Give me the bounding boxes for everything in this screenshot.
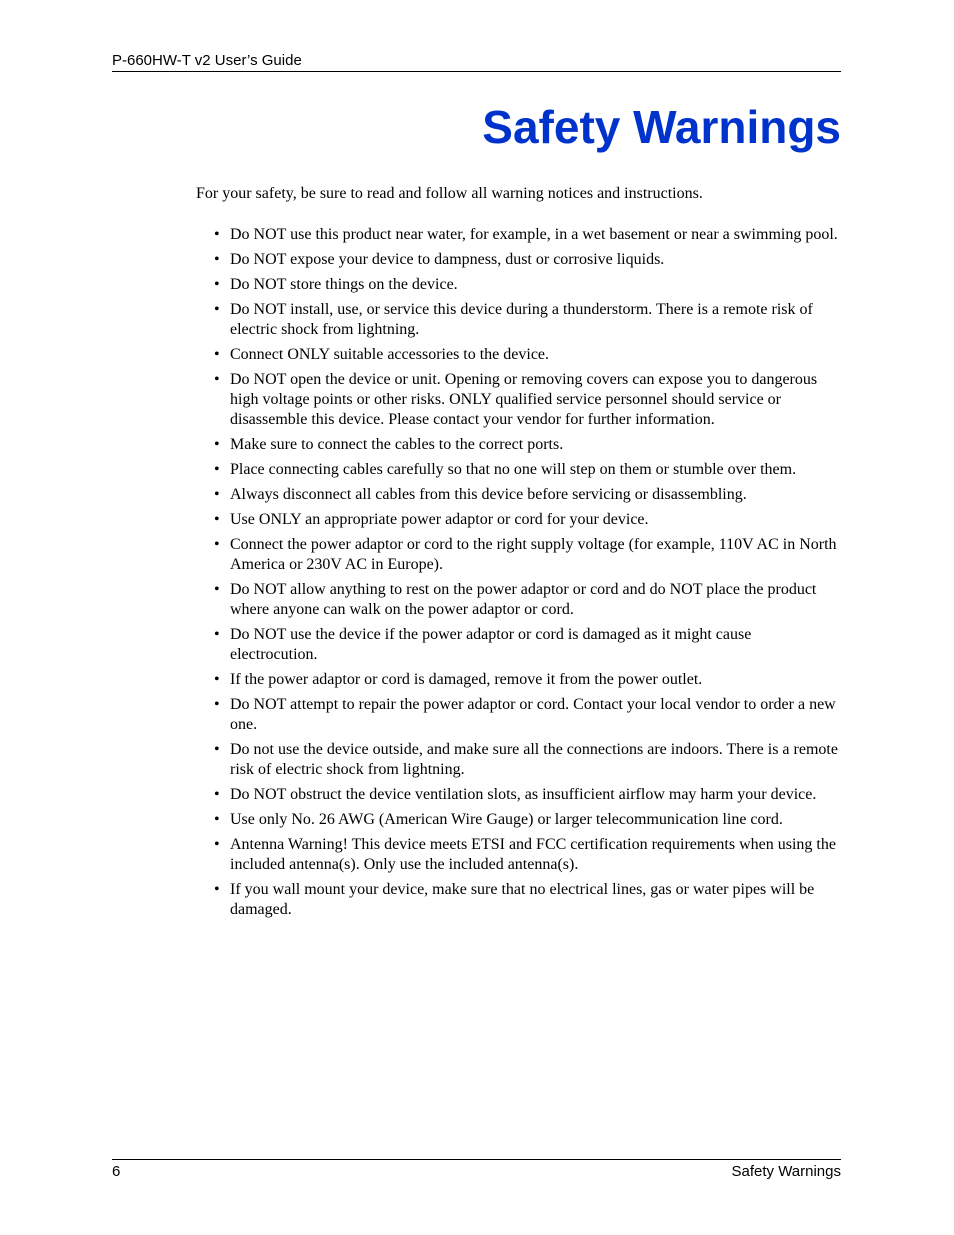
- page-title: Safety Warnings: [482, 101, 841, 153]
- page-number: 6: [112, 1163, 121, 1180]
- bullet-icon: •: [214, 486, 220, 503]
- guide-title: P-660HW-T v2 User’s Guide: [112, 52, 302, 69]
- bullet-icon: •: [214, 276, 220, 293]
- list-item: [214, 625, 841, 665]
- warning-text: If you wall mount your device, make sure that no electrical lines, gas or water pipes will be damaged.: [230, 881, 815, 918]
- bullet-icon: •: [214, 696, 220, 713]
- warning-text: Do NOT expose your device to dampness, dust or corrosive liquids.: [230, 251, 665, 268]
- running-footer: [112, 1159, 841, 1182]
- warning-text: Connect ONLY suitable accessories to the device.: [230, 346, 550, 363]
- list-item: [214, 275, 841, 295]
- bullet-icon: •: [214, 251, 220, 268]
- bullet-icon: •: [214, 536, 220, 553]
- warning-text: Do not use the device outside, and make sure all the connections are indoors. There is a remote risk of electric shock from lightning.: [230, 741, 838, 778]
- list-item: [214, 670, 841, 690]
- bullet-icon: •: [214, 461, 220, 478]
- list-item: [214, 460, 841, 480]
- list-item: [214, 810, 841, 830]
- warning-text: Connect the power adaptor or cord to the right supply voltage (for example, 110V AC in North America or 230V AC in Europe).: [230, 536, 837, 573]
- list-item: [214, 835, 841, 875]
- bullet-icon: •: [214, 301, 220, 318]
- list-item: [214, 300, 841, 340]
- list-item: [214, 880, 841, 920]
- list-item: [214, 345, 841, 365]
- bullet-icon: •: [214, 226, 220, 243]
- list-item: [214, 695, 841, 735]
- list-item: [214, 225, 841, 245]
- list-item: [214, 485, 841, 505]
- warning-text: Antenna Warning! This device meets ETSI and FCC certification requirements when using the included antenna(s). Only use the included antenna(s).: [230, 836, 836, 873]
- warning-text: If the power adaptor or cord is damaged, remove it from the power outlet.: [230, 671, 703, 688]
- bullet-icon: •: [214, 786, 220, 803]
- list-item: [214, 250, 841, 270]
- bullet-icon: •: [214, 881, 220, 898]
- warning-text: Do NOT attempt to repair the power adaptor or cord. Contact your local vendor to order a new one.: [230, 696, 836, 733]
- bullet-icon: •: [214, 371, 220, 388]
- warning-text: Do NOT store things on the device.: [230, 276, 458, 293]
- bullet-icon: •: [214, 811, 220, 828]
- warning-text: Do NOT use the device if the power adaptor or cord is damaged as it might cause electrocution.: [230, 626, 752, 663]
- bullet-icon: •: [214, 511, 220, 528]
- list-item: [214, 580, 841, 620]
- list-item: [214, 370, 841, 430]
- bullet-icon: •: [214, 581, 220, 598]
- warning-list: [214, 225, 841, 925]
- warning-text: Do NOT allow anything to rest on the power adaptor or cord and do NOT place the product where anyone can walk on the power adaptor or cord.: [230, 581, 817, 618]
- warning-text: Do NOT obstruct the device ventilation slots, as insufficient airflow may harm your device.: [230, 786, 817, 803]
- warning-text: Use only No. 26 AWG (American Wire Gauge) or larger telecommunication line cord.: [230, 811, 783, 828]
- warning-text: Do NOT use this product near water, for example, in a wet basement or near a swimming pool.: [230, 226, 838, 243]
- running-header: [112, 51, 841, 72]
- warning-text: Use ONLY an appropriate power adaptor or cord for your device.: [230, 511, 649, 528]
- list-item: [214, 510, 841, 530]
- footer-section-name: Safety Warnings: [731, 1163, 841, 1180]
- warning-text: Do NOT install, use, or service this device during a thunderstorm. There is a remote risk of electric shock from lightning.: [230, 301, 813, 338]
- bullet-icon: •: [214, 626, 220, 643]
- intro-paragraph: For your safety, be sure to read and follow all warning notices and instructions.: [196, 185, 703, 202]
- bullet-icon: •: [214, 346, 220, 363]
- warning-text: Always disconnect all cables from this device before servicing or disassembling.: [230, 486, 747, 503]
- warning-text: Place connecting cables carefully so that no one will step on them or stumble over them.: [230, 461, 797, 478]
- bullet-icon: •: [214, 741, 220, 758]
- warning-text: Make sure to connect the cables to the correct ports.: [230, 436, 564, 453]
- list-item: [214, 435, 841, 455]
- warning-text: Do NOT open the device or unit. Opening or removing covers can expose you to dangerous high voltage points or other risks. ONLY qualified service personnel should service or disassemble this device. Please contact your vendor for further information.: [230, 371, 818, 428]
- bullet-icon: •: [214, 836, 220, 853]
- bullet-icon: •: [214, 671, 220, 688]
- list-item: [214, 785, 841, 805]
- bullet-icon: •: [214, 436, 220, 453]
- list-item: [214, 535, 841, 575]
- list-item: [214, 740, 841, 780]
